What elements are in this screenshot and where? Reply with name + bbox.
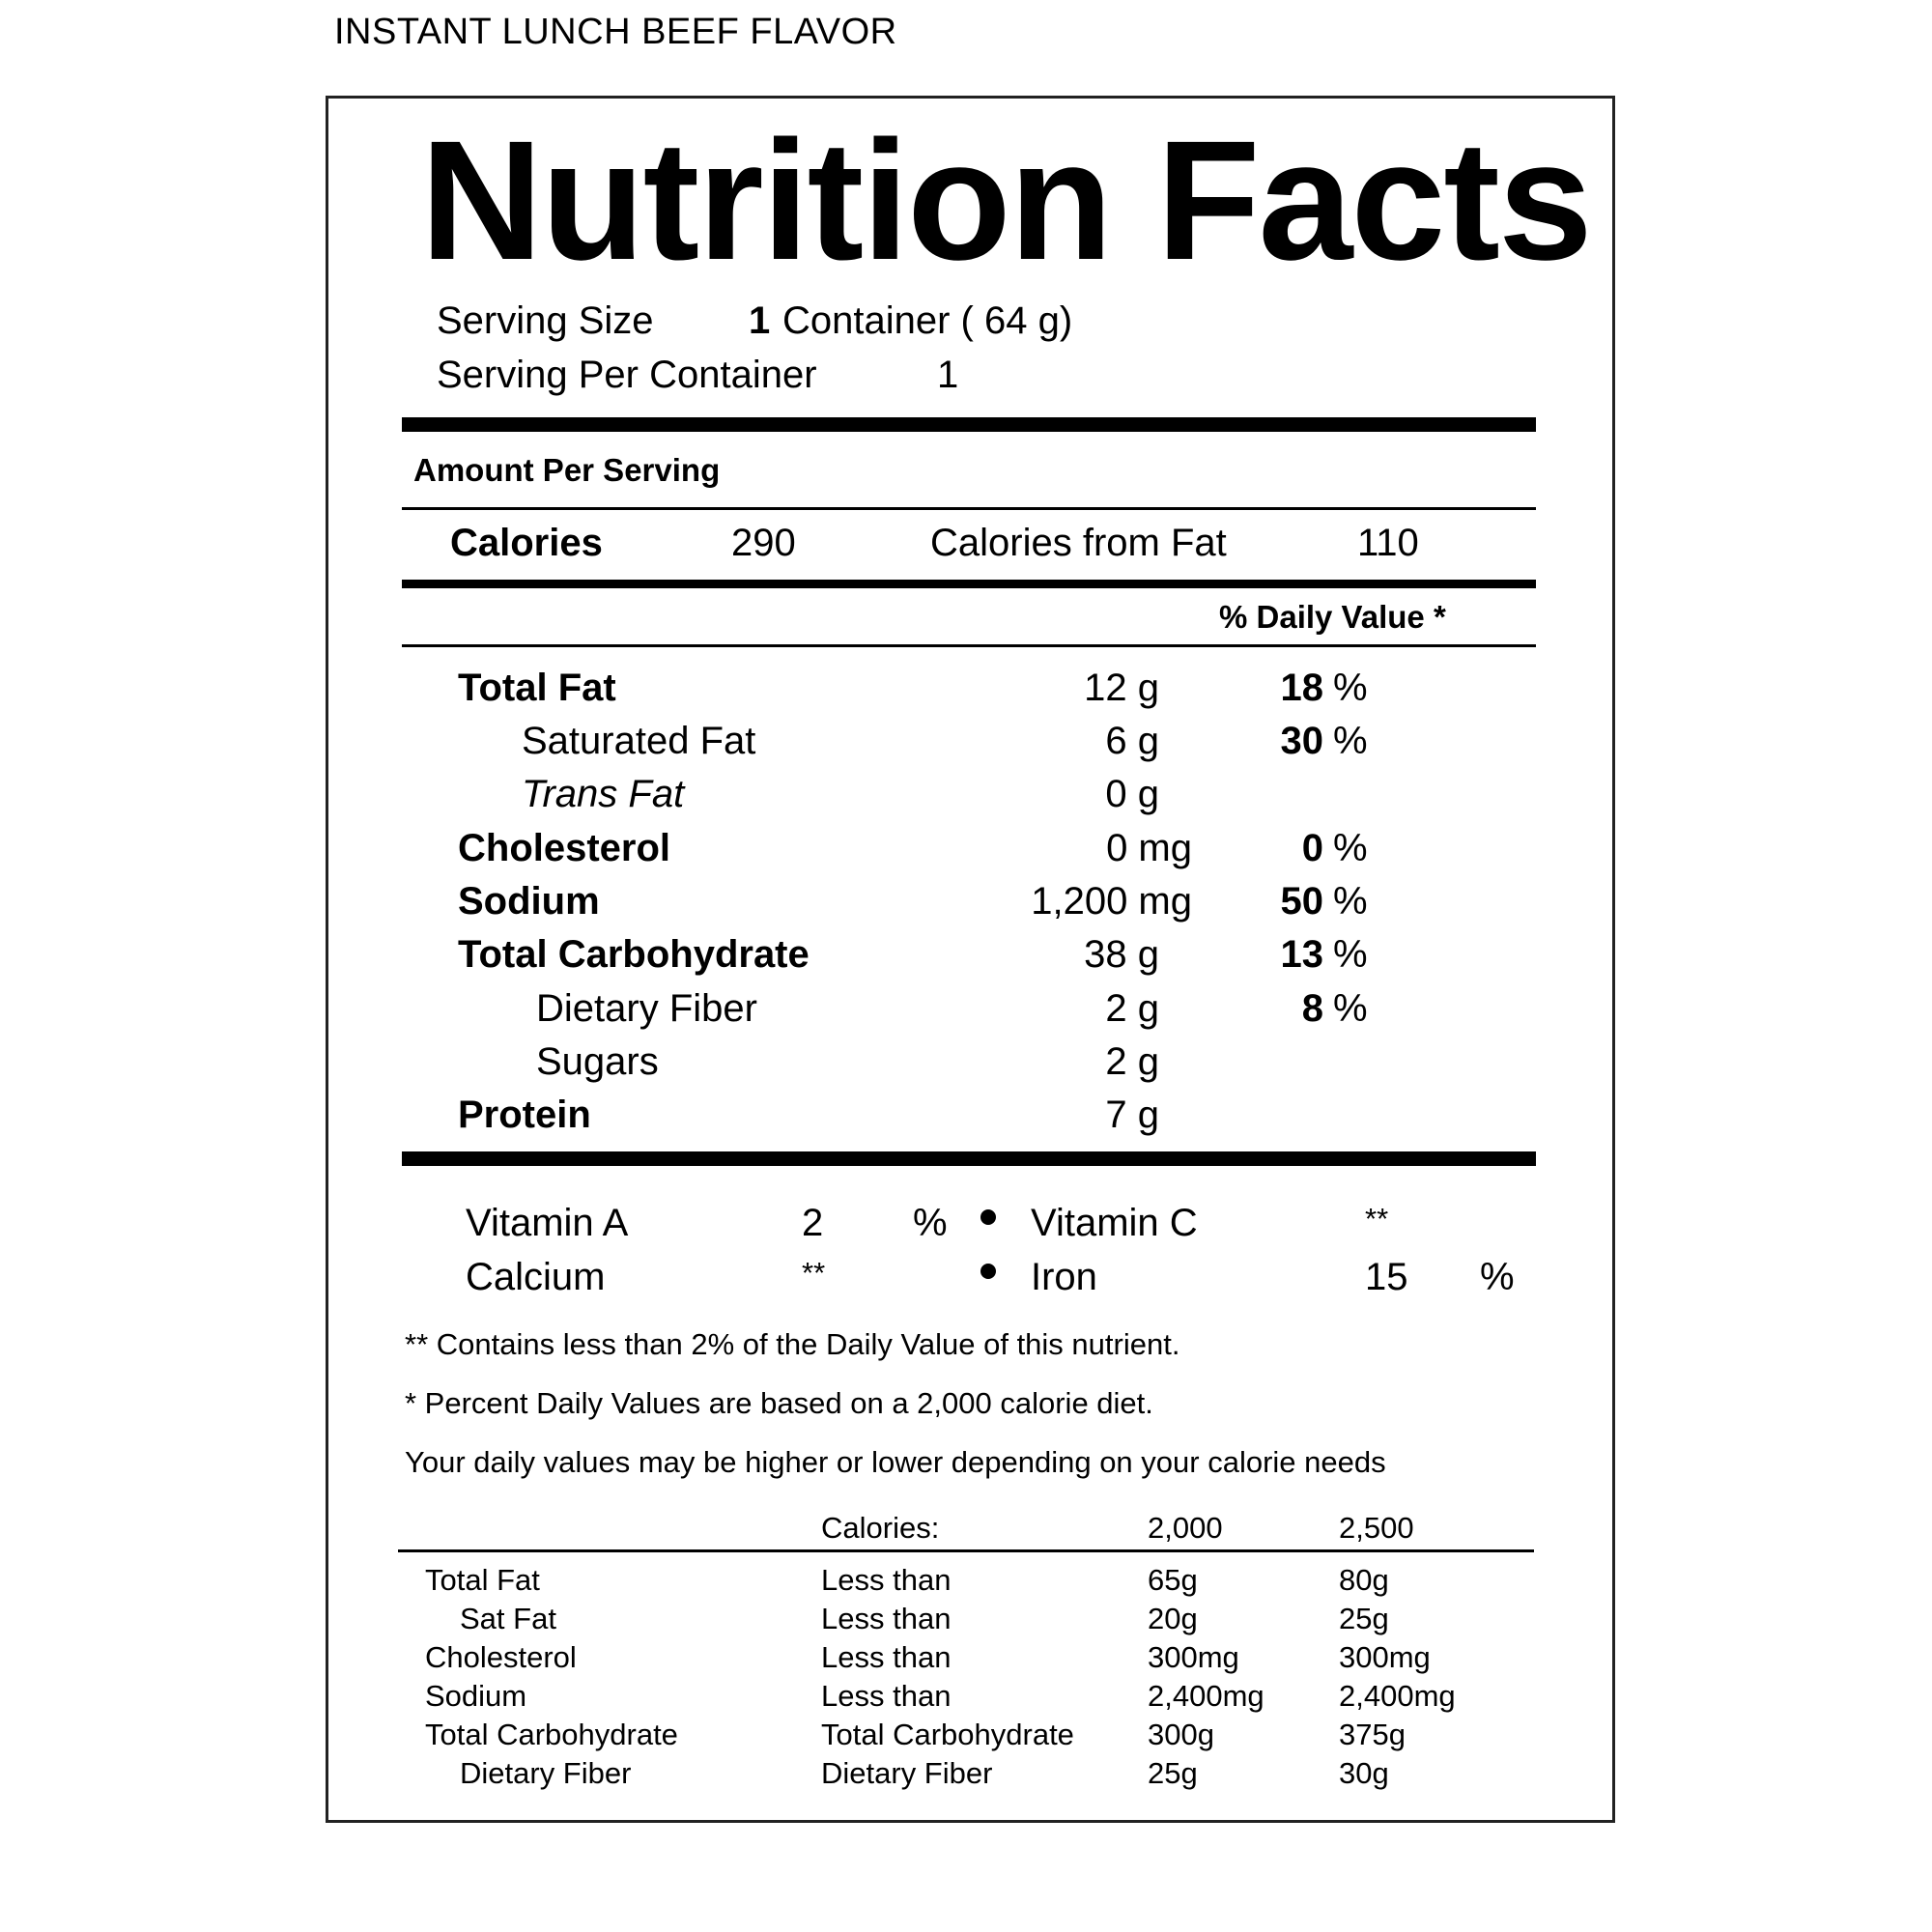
iron-value: 15 <box>1365 1256 1408 1298</box>
footnote-less-than-2: ** Contains less than 2% of the Daily Value of this nutrient. <box>405 1327 1180 1361</box>
calories-from-fat-value: 110 <box>1357 522 1419 564</box>
nutrient-amount: 6 g <box>1105 720 1159 762</box>
calcium-value: ** <box>802 1256 826 1290</box>
table-row-qualifier: Less than <box>821 1563 952 1597</box>
reference-header-calories: Calories: <box>821 1511 940 1545</box>
thin-divider <box>398 1549 1534 1552</box>
thin-divider <box>402 644 1536 647</box>
nutrient-name: Dietary Fiber <box>536 987 757 1030</box>
nutrient-amount: 38 g <box>1084 933 1159 976</box>
nutrient-daily-value: 8 <box>1301 987 1323 1030</box>
nutrient-amount: 2 g <box>1105 1040 1159 1083</box>
table-row-qualifier: Less than <box>821 1640 952 1674</box>
daily-value-header: % Daily Value * <box>1219 599 1446 635</box>
table-row-qualifier: Dietary Fiber <box>821 1756 993 1790</box>
nutrient-daily-value: 50 <box>1280 880 1323 923</box>
table-row-name: Total Fat <box>425 1563 540 1597</box>
table-row-2500: 25g <box>1339 1602 1389 1635</box>
footnote-based-on: * Percent Daily Values are based on a 2,000 calorie diet. <box>405 1386 1153 1420</box>
nutrient-amount: 0 mg <box>1106 827 1192 869</box>
percent-sign: % <box>1333 827 1368 869</box>
nutrient-daily-value: 18 <box>1280 667 1323 709</box>
reference-header-2500: 2,500 <box>1339 1511 1414 1545</box>
table-row-2000: 2,400mg <box>1148 1679 1264 1713</box>
servings-per-container-value: 1 <box>937 354 959 396</box>
vitamin-c-label: Vitamin C <box>1031 1202 1198 1244</box>
table-row-2000: 300mg <box>1148 1640 1239 1674</box>
table-row-2500: 30g <box>1339 1756 1389 1790</box>
percent-sign: % <box>1333 880 1368 923</box>
nutrient-name: Total Carbohydrate <box>458 933 810 976</box>
thick-divider <box>402 1151 1536 1166</box>
calories-value: 290 <box>731 522 796 564</box>
nutrition-facts-title: Nutrition Facts <box>420 106 1591 296</box>
serving-size-qty: 1 <box>749 299 771 342</box>
table-row-2000: 65g <box>1148 1563 1198 1597</box>
calories-label: Calories <box>450 522 603 564</box>
nutrient-amount: 2 g <box>1105 987 1159 1030</box>
servings-per-container-label: Serving Per Container <box>437 354 817 396</box>
iron-unit: % <box>1480 1256 1515 1298</box>
table-row-name: Dietary Fiber <box>460 1756 632 1790</box>
percent-sign: % <box>1333 933 1368 976</box>
percent-sign: % <box>1333 720 1368 762</box>
calories-from-fat-label: Calories from Fat <box>930 522 1227 564</box>
nutrient-daily-value: 13 <box>1280 933 1323 976</box>
nutrient-name: Cholesterol <box>458 827 671 869</box>
calcium-label: Calcium <box>466 1256 606 1298</box>
nutrient-name: Saturated Fat <box>522 720 756 762</box>
table-row-name: Total Carbohydrate <box>425 1718 678 1751</box>
thick-divider <box>402 417 1536 432</box>
nutrient-daily-value: 30 <box>1280 720 1323 762</box>
product-name: INSTANT LUNCH BEEF FLAVOR <box>334 12 897 52</box>
nutrient-amount: 7 g <box>1105 1094 1159 1136</box>
table-row-name: Sat Fat <box>460 1602 556 1635</box>
table-row-qualifier: Less than <box>821 1679 952 1713</box>
table-row-2000: 20g <box>1148 1602 1198 1635</box>
table-row-2500: 2,400mg <box>1339 1679 1456 1713</box>
amount-per-serving: Amount Per Serving <box>413 452 721 488</box>
table-row-2500: 300mg <box>1339 1640 1431 1674</box>
nutrient-daily-value: 0 <box>1301 827 1323 869</box>
table-row-2500: 375g <box>1339 1718 1406 1751</box>
nutrient-name: Trans Fat <box>522 773 685 815</box>
table-row-name: Cholesterol <box>425 1640 577 1674</box>
vitamin-a-value: 2 <box>802 1202 824 1244</box>
nutrient-amount: 12 g <box>1084 667 1159 709</box>
bullet-icon <box>980 1264 996 1279</box>
nutrient-name: Protein <box>458 1094 591 1136</box>
serving-size-unit: Container ( 64 g) <box>782 299 1073 342</box>
table-row-2000: 25g <box>1148 1756 1198 1790</box>
reference-header-2000: 2,000 <box>1148 1511 1223 1545</box>
table-row-name: Sodium <box>425 1679 527 1713</box>
nutrient-amount: 1,200 mg <box>1031 880 1192 923</box>
vitamin-a-label: Vitamin A <box>466 1202 629 1244</box>
thin-divider <box>402 507 1536 510</box>
vitamin-a-unit: % <box>913 1202 948 1244</box>
bullet-icon <box>980 1209 996 1225</box>
table-row-2000: 300g <box>1148 1718 1214 1751</box>
vitamin-c-value: ** <box>1365 1202 1389 1236</box>
nutrient-name: Sugars <box>536 1040 659 1083</box>
serving-size-label: Serving Size <box>437 299 654 342</box>
table-row-qualifier: Less than <box>821 1602 952 1635</box>
table-row-2500: 80g <box>1339 1563 1389 1597</box>
table-row-qualifier: Total Carbohydrate <box>821 1718 1074 1751</box>
footnote-may-vary: Your daily values may be higher or lower depending on your calorie needs <box>405 1445 1386 1479</box>
nutrient-amount: 0 g <box>1105 773 1159 815</box>
iron-label: Iron <box>1031 1256 1097 1298</box>
nutrient-name: Sodium <box>458 880 600 923</box>
nutrient-name: Total Fat <box>458 667 616 709</box>
percent-sign: % <box>1333 987 1368 1030</box>
medium-divider <box>402 580 1536 588</box>
percent-sign: % <box>1333 667 1368 709</box>
